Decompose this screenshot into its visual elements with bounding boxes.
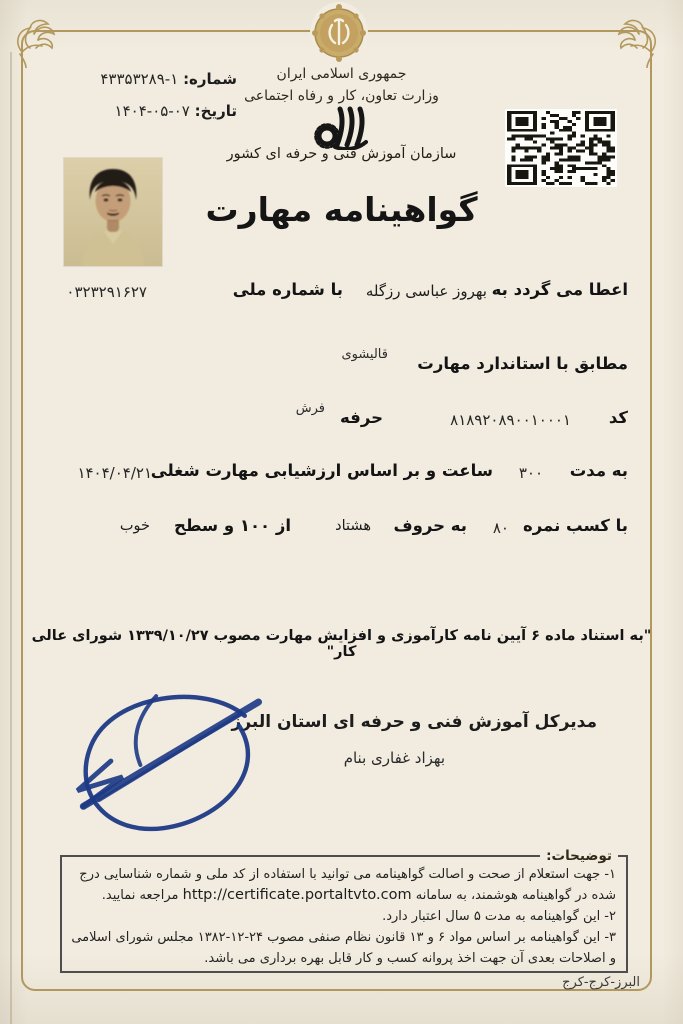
iran-emblem-medallion [310,2,368,64]
certificate-title: گواهینامه مهارت [205,190,478,229]
footnote-1-text: ۱- جهت استعلام از صحت و اصالت گواهینامه می توانید با استفاده از کد ملی و شماره شناسایی درج شده در گواهینامه هوشمند، به سامانه [79,867,616,903]
standard-value: قالیشوی [341,347,388,362]
verification-url: http://certificate.portaltvto.com [182,887,412,903]
code-value: ۸۱۸۹۲۰۸۹۰۰۱۰۰۰۱ [450,411,571,429]
level-value: خوب [119,518,150,534]
header-country: جمهوری اسلامی ایران [276,66,407,82]
serial-block [100,70,237,120]
floral-corner-ornament-icon [8,16,60,68]
score-value: ۸۰ [492,519,509,537]
national-id-value: ۰۳۲۳۲۹۱۶۲۷ [66,283,147,301]
serial-label: شماره: [183,70,237,88]
footnote-1-tail: مراجعه نمایید. [101,888,179,903]
serial-value: ۱-۴۳۳۵۳۲۸۹ [100,70,179,88]
granted-label: اعطا می گردد به [491,280,628,299]
signatory-title: مدیرکل آموزش فنی و حرفه ای استان البرز [231,712,597,732]
score-label: با کسب نمره [523,516,628,535]
duration-value: ۳۰۰ [518,464,543,482]
footnote-3: ۳- این گواهینامه بر اساس مواد ۶ و ۱۳ قانون نظام صنفی مصوب ۲۴-۱۲-۱۳۸۲ مجلس شورای اسلامی و اصلاحات بعدی آن جهت اخذ پروانه کسب و کار قابل بهره برداری می باشد. [71,930,616,966]
profession-label: حرفه [340,408,383,427]
issuing-location: البرز-کرج-کرج [562,975,640,990]
iran-emblem-icon [311,3,367,63]
code-label: کد [608,408,628,427]
date-label: تاریخ: [194,102,237,120]
duration-label: به مدت [569,461,628,480]
score-words-label: به حروف [393,516,467,535]
out-of-label: از ۱۰۰ و سطح [173,516,291,535]
floral-corner-ornament-icon [613,16,665,68]
legal-note: "به استناد ماده ۶ آیین نامه کارآموزی و افزایش مهارت مصوب ۱۳۳۹/۱۰/۲۷ شورای عالی کار" [31,628,652,660]
national-id-label: با شماره ملی [232,280,343,299]
score-words: هشتاد [335,518,371,534]
recipient-name: بهروز عباسی رزگله [365,282,487,300]
tvto-logo-icon [314,104,368,150]
serial-row [100,70,237,88]
header-ministry: وزارت تعاون، کار و رفاه اجتماعی [244,88,439,104]
date-value: ۰۷-۰۵-۱۴۰۴ [114,102,190,120]
header-organization: سازمان آموزش فنی و حرفه ای کشور [226,146,457,162]
profession-value: فرش [295,401,325,416]
date-row [100,102,237,120]
duration-suffix: ساعت و بر اساس ارزشیابی مهارت شغلی [150,461,493,480]
footnotes-box [60,848,628,973]
exam-date: ۱۴۰۴/۰۴/۲۱ [77,464,152,482]
signatory-name: بهزاد غفاری بنام [343,749,445,767]
qr-code [505,109,617,187]
standard-label: مطابق با استاندارد مهارت [417,354,628,373]
footnote-1 [70,864,616,906]
footnotes-box-label: توضیحات: [540,846,618,867]
footnote-2: ۲- این گواهینامه به مدت ۵ سال اعتبار دارد. [382,909,616,924]
